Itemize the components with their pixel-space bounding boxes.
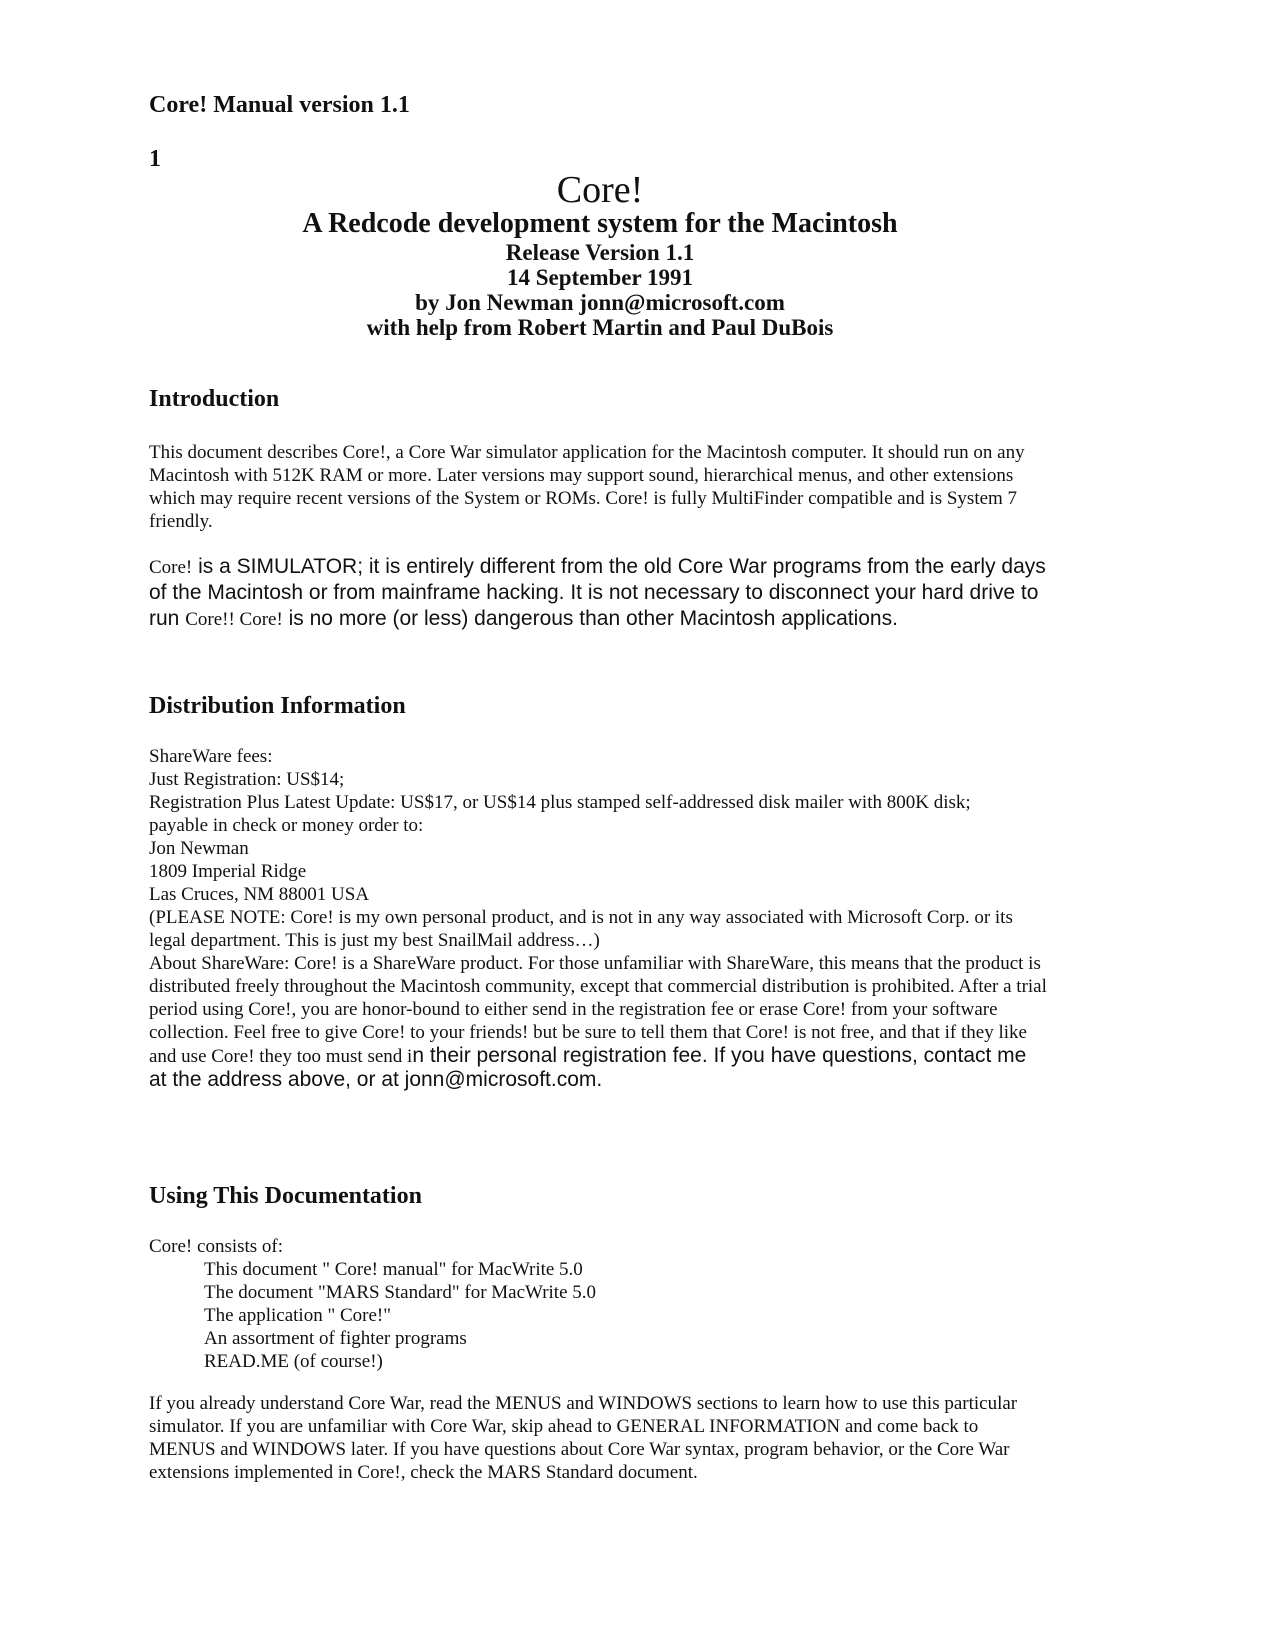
list-item: READ.ME (of course!) (204, 1351, 383, 1372)
address-name: Jon Newman (149, 838, 249, 859)
please-note: (PLEASE NOTE: Core! is my own personal product, and is not in any way associated with Microsoft Corp. or its legal department. This is just my best SnailMail address…) (149, 907, 1013, 951)
list-item: This document " Core! manual" for MacWrite 5.0 (204, 1259, 583, 1280)
contents-intro: Core! consists of: (149, 1236, 284, 1257)
intro2-segment-b: is a SIMULATOR; it is entirely different from the old Core War programs from the early days of the Macintosh or from mainframe hacking. It is not necessary to disconnect your hard drive to run (149, 555, 1046, 630)
shareware-paragraph (149, 952, 1049, 1092)
final-paragraph: If you already understand Core War, read the MENUS and WINDOWS sections to learn how to use this particular simulator. If you are unfamiliar with Core War, skip ahead to GENERAL INFORMATION and come back to MENUS and WINDOWS later. If you have questions about Core War syntax, program behavior, or the Core War extensions implemented in Core!, check the MARS Standard document. (149, 1393, 1018, 1483)
update-line: Registration Plus Latest Update: US$17, or US$14 plus stamped self-addressed disk mailer with 800K disk; (149, 792, 971, 813)
list-item: An assortment of fighter programs (204, 1328, 467, 1349)
shareware-sans-text: n their personal registration fee. If you have questions, contact me at the address above, or at jonn@microsoft.com. (149, 1044, 1027, 1091)
distribution-heading: Distribution Information (149, 693, 406, 719)
shareware-serif-text: About ShareWare: Core! is a ShareWare product. For those unfamiliar with ShareWare, this means that the product is distributed freely throughout the Macintosh community, except that commercial distribution is prohibited. After a trial period using Core!, you are honor-bound to either send in the registration fee or erase Core! from your software collection. Feel free to give Core! to your friends! but be sure to tell them that Core! is not free, and that if they like and use Core! they too must send i (149, 953, 1047, 1067)
credits-line: with help from Robert Martin and Paul DuBois (366, 315, 834, 340)
document-title: Core! (556, 169, 644, 211)
introduction-paragraph-2 (149, 554, 1049, 632)
fees-line: ShareWare fees: (149, 746, 273, 767)
intro2-segment-a: Core! (149, 557, 193, 578)
intro2-segment-c: Core!! Core! (185, 609, 283, 630)
using-heading: Using This Documentation (149, 1183, 422, 1209)
list-item: The application " Core!" (204, 1305, 391, 1326)
running-header: Core! Manual version 1.1 (149, 92, 410, 118)
address-street: 1809 Imperial Ridge (149, 861, 307, 882)
release-date: 14 September 1991 (506, 265, 694, 290)
introduction-paragraph-1: This document describes Core!, a Core War simulator application for the Macintosh computer. It should run on any Macintosh with 512K RAM or more. Later versions may support sound, hierarchical menus, and other extensions which may require recent versions of the System or ROMs. Core! is fully MultiFinder compatible and is System 7 friendly. (149, 442, 1025, 532)
author-line: by Jon Newman jonn@microsoft.com (415, 290, 785, 315)
payable-line: payable in check or money order to: (149, 815, 424, 836)
distribution-body (149, 745, 1049, 1092)
release-version: Release Version 1.1 (505, 240, 695, 265)
registration-line: Just Registration: US$14; (149, 769, 345, 790)
page-number: 1 (149, 146, 161, 172)
contents-list (204, 1258, 596, 1373)
introduction-heading: Introduction (149, 386, 280, 412)
list-item: The document "MARS Standard" for MacWrite 5.0 (204, 1282, 597, 1303)
intro2-segment-d: is no more (or less) dangerous than other Macintosh applications. (282, 607, 898, 630)
document-subtitle: A Redcode development system for the Macintosh (302, 208, 898, 239)
address-city: Las Cruces, NM 88001 USA (149, 884, 370, 905)
